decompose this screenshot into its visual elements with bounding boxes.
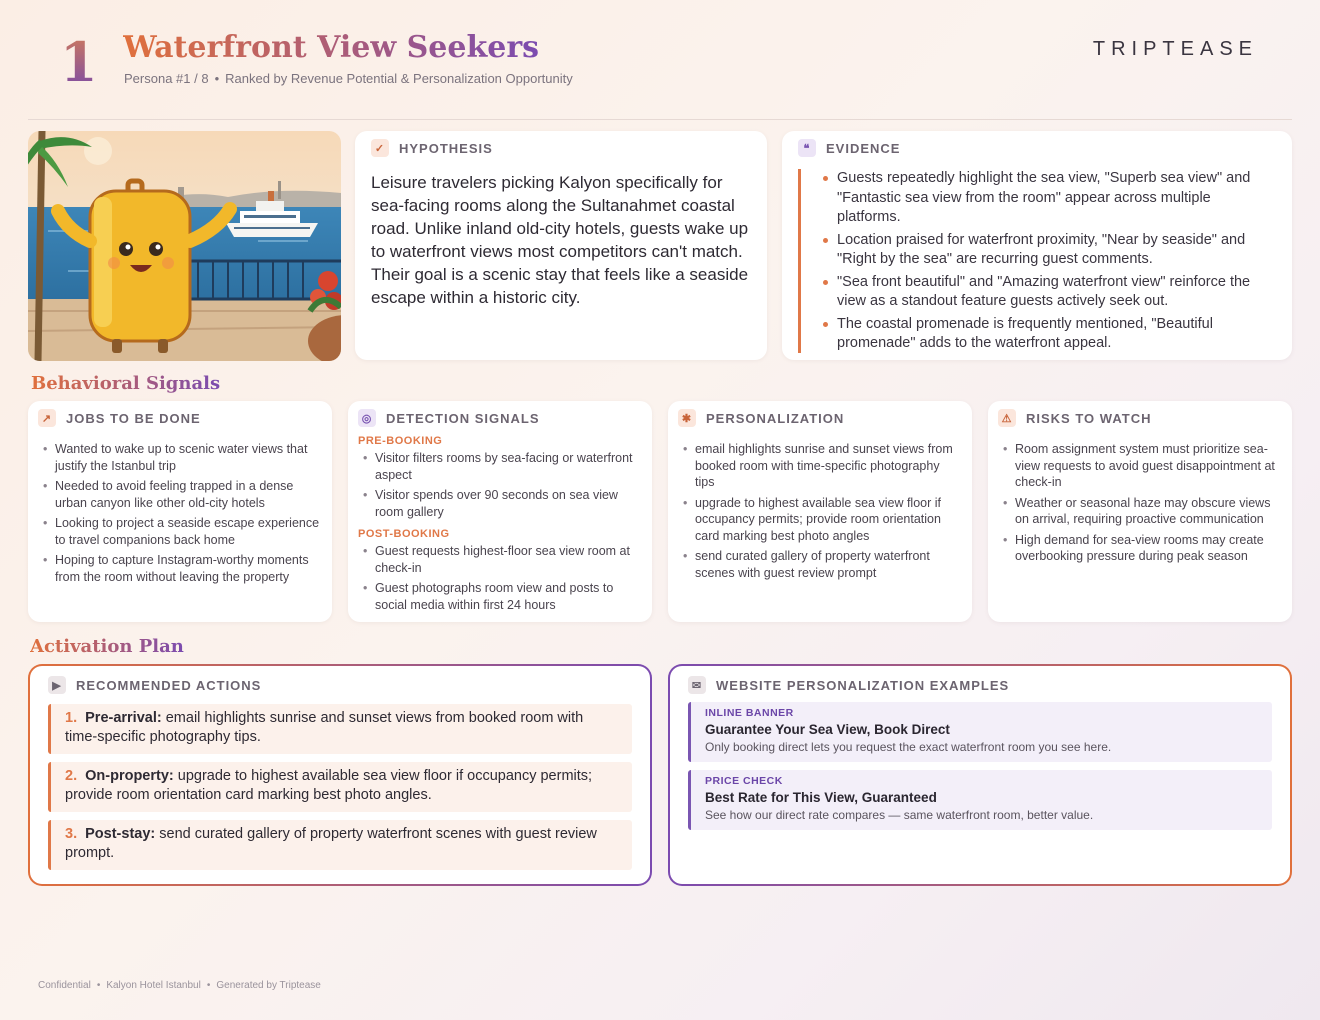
website-examples-list xyxy=(688,702,1272,830)
ranking-note: Ranked by Revenue Potential & Personalization Opportunity xyxy=(225,71,573,86)
personalization-list xyxy=(678,441,962,581)
personalization-header xyxy=(678,409,962,427)
jobs-list xyxy=(38,441,322,585)
risks-card xyxy=(988,401,1292,622)
evidence-list-wrapper xyxy=(798,169,1276,353)
post-booking-label: POST-BOOKING xyxy=(358,528,450,540)
evidence-label: EVIDENCE xyxy=(826,140,901,156)
persona-number: 1 xyxy=(60,30,98,94)
page-subtitle xyxy=(124,71,573,86)
list-item: • Needed to avoid feeling trapped in a dense urban canyon like other old-city hotels xyxy=(38,478,322,511)
hypothesis-card xyxy=(355,131,767,360)
list-item: • Room assignment system must prioritize sea-view requests to avoid guest disappointment at check-in xyxy=(998,441,1282,491)
actions-header xyxy=(48,676,632,694)
list-item: • send curated gallery of property waterfront scenes with guest review prompt xyxy=(678,548,962,581)
website-example xyxy=(688,702,1272,762)
persona-illustration xyxy=(28,131,341,361)
action-lead: Pre-arrival: xyxy=(85,710,162,726)
personalization-label: PERSONALIZATION xyxy=(706,410,845,426)
example-tag: INLINE BANNER xyxy=(705,707,794,719)
action-lead: Post-stay: xyxy=(85,826,156,842)
quote-icon: ❝ xyxy=(798,139,816,157)
footer-hotel: Kalyon Hotel Istanbul xyxy=(106,980,201,991)
play-icon: ▶ xyxy=(48,676,66,694)
example-description: See how our direct rate compares — same waterfront room, better value. xyxy=(705,808,1094,822)
hypothesis-text: Leisure travelers picking Kalyon specifically for sea-facing rooms along the Sultanahmet coastal road. Unlike inland old-city hotels, guests wake up to waterfront views most competitors can't match. Their goal is a scenic stay that feels like a seaside escape within a historic city. xyxy=(371,173,749,307)
pre-booking-list xyxy=(358,450,642,520)
action-number: 1. xyxy=(65,710,78,726)
evidence-list xyxy=(813,169,1276,354)
post-booking-list xyxy=(358,543,642,613)
separator-dot: • xyxy=(214,71,220,86)
example-description: Only booking direct lets you request the exact waterfront room you see here. xyxy=(705,740,1112,754)
evidence-item: "Sea front beautiful" and "Amazing waterfront view" reinforce the view as a standout feature guests actively seek out. xyxy=(813,273,1276,312)
website-personalization-inner xyxy=(670,666,1290,884)
warning-icon: ⚠ xyxy=(998,409,1016,427)
list-item: • Wanted to wake up to scenic water views that justify the Istanbul trip xyxy=(38,441,322,474)
evidence-item: Guests repeatedly highlight the sea view, "Superb sea view" and "Fantastic sea view from the room" appear across multiple platforms. xyxy=(813,169,1276,228)
recommended-actions-inner xyxy=(30,666,650,884)
personalization-card xyxy=(668,401,972,622)
jobs-to-be-done-card xyxy=(28,401,332,622)
example-tag: PRICE CHECK xyxy=(705,775,783,787)
list-item: • Visitor spends over 90 seconds on sea view room gallery xyxy=(358,487,642,520)
action-lead: On-property: xyxy=(85,768,174,784)
page-title: Waterfront View Seekers xyxy=(123,30,540,65)
brand-logo: TRIPTEASE xyxy=(1092,38,1258,60)
check-icon: ✓ xyxy=(371,139,389,157)
evidence-header xyxy=(798,139,1276,157)
risks-label: RISKS TO WATCH xyxy=(1026,410,1152,426)
evidence-item: Location praised for waterfront proximity, "Near by seaside" and "Right by the sea" are recurring guest comments. xyxy=(813,231,1276,270)
trend-arrow-icon: ↗ xyxy=(38,409,56,427)
list-item: • Hoping to capture Instagram-worthy moments from the room without leaving the property xyxy=(38,552,322,585)
page-header xyxy=(28,24,1292,120)
page-footer xyxy=(38,980,321,991)
hypothesis-label: HYPOTHESIS xyxy=(399,140,493,156)
separator-dot: • xyxy=(96,980,101,991)
risks-list xyxy=(998,441,1282,565)
action-text: upgrade to highest available sea view floor if occupancy permits; provide room orientation card marking best photo angles. xyxy=(65,768,593,803)
example-headline: Guarantee Your Sea View, Book Direct xyxy=(705,722,950,737)
target-icon: ◎ xyxy=(358,409,376,427)
action-number: 2. xyxy=(65,768,78,784)
action-text: email highlights sunrise and sunset views from booked room with time-specific photography tips. xyxy=(65,710,584,745)
website-personalization-card xyxy=(668,664,1292,886)
detection-signals-card xyxy=(348,401,652,622)
evidence-item: The coastal promenade is frequently mentioned, "Beautiful promenade" adds to the waterfront appeal. xyxy=(813,315,1276,354)
action-text: send curated gallery of property waterfront scenes with guest review prompt. xyxy=(65,826,597,861)
list-item: • High demand for sea-view rooms may create overbooking pressure during peak season xyxy=(998,532,1282,565)
persona-index: Persona #1 / 8 xyxy=(124,71,209,86)
sparkle-icon: ✱ xyxy=(678,409,696,427)
list-item: • Visitor filters rooms by sea-facing or waterfront aspect xyxy=(358,450,642,483)
list-item: • upgrade to highest available sea view floor if occupancy permits; provide room orientation card marking best photo angles xyxy=(678,495,962,545)
list-item: • Guest photographs room view and posts to social media within first 24 hours xyxy=(358,580,642,613)
jobs-header xyxy=(38,409,322,427)
website-example xyxy=(688,770,1272,830)
action-item xyxy=(48,704,632,754)
list-item: • email highlights sunrise and sunset views from booked room with time-specific photography tips xyxy=(678,441,962,491)
pre-booking-label: PRE-BOOKING xyxy=(358,435,443,447)
hypothesis-header xyxy=(371,139,751,157)
list-item: • Weather or seasonal haze may obscure views on arrival, requiring proactive communication xyxy=(998,495,1282,528)
website-header xyxy=(688,676,1272,694)
action-item xyxy=(48,820,632,870)
envelope-icon: ✉ xyxy=(688,676,706,694)
footer-confidential: Confidential xyxy=(38,980,91,991)
website-label: WEBSITE PERSONALIZATION EXAMPLES xyxy=(716,677,1010,693)
footer-generated: Generated by Triptease xyxy=(216,980,321,991)
evidence-card xyxy=(782,131,1292,360)
actions-label: RECOMMENDED ACTIONS xyxy=(76,677,262,693)
jobs-label: JOBS TO BE DONE xyxy=(66,410,201,426)
list-item: • Looking to project a seaside escape experience to travel companions back home xyxy=(38,515,322,548)
actions-list xyxy=(48,704,632,870)
detection-header xyxy=(358,409,642,427)
action-number: 3. xyxy=(65,826,78,842)
recommended-actions-card xyxy=(28,664,652,886)
behavioral-signals-title: Behavioral Signals xyxy=(31,373,221,394)
risks-header xyxy=(998,409,1282,427)
separator-dot: • xyxy=(206,980,211,991)
list-item: • Guest requests highest-floor sea view room at check-in xyxy=(358,543,642,576)
action-item xyxy=(48,762,632,812)
activation-plan-title: Activation Plan xyxy=(30,636,184,657)
example-headline: Best Rate for This View, Guaranteed xyxy=(705,790,937,805)
detection-label: DETECTION SIGNALS xyxy=(386,410,540,426)
